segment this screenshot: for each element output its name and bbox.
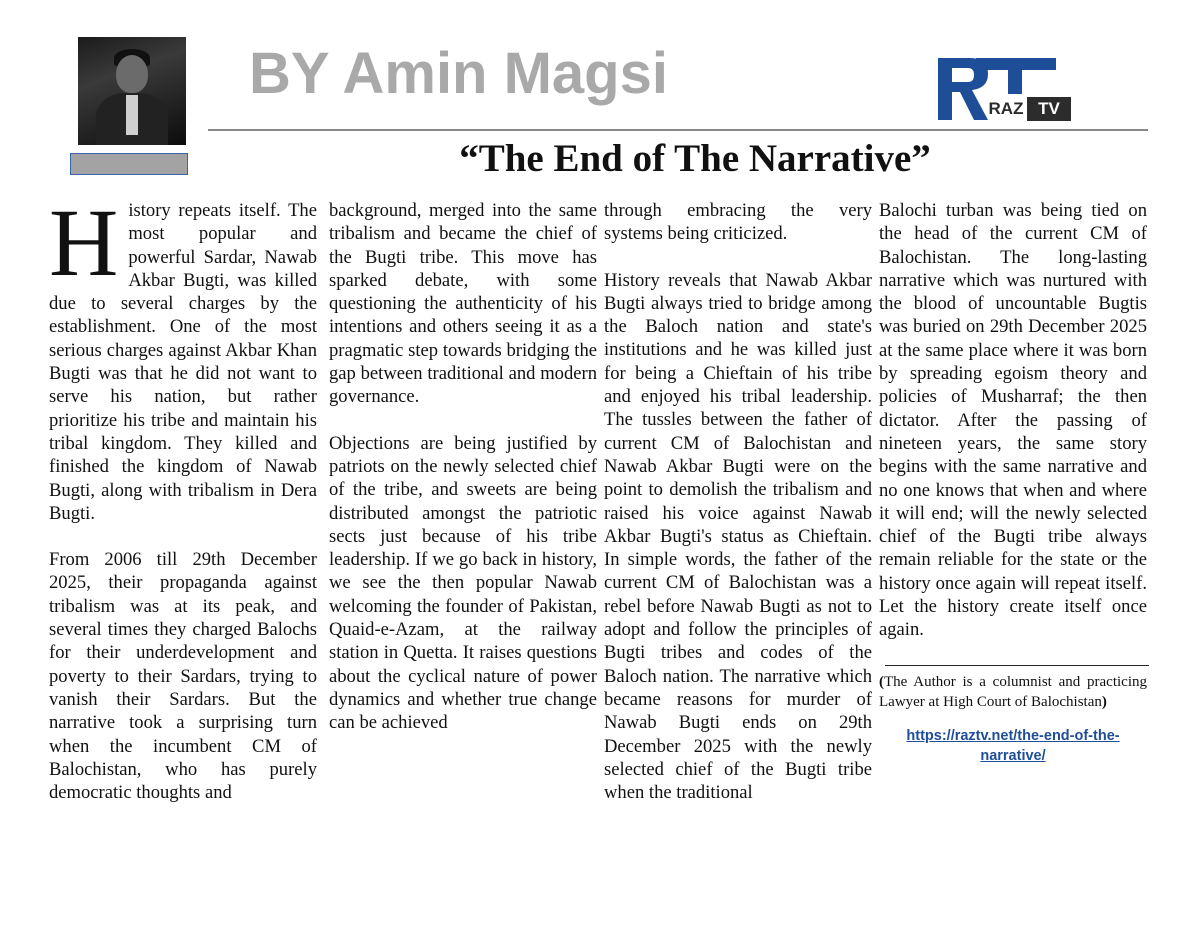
article-column-4	[879, 199, 1147, 766]
article-headline: “The End of The Narrative”	[459, 137, 931, 180]
author-note-open: (	[879, 673, 884, 690]
author-note-text: The Author is a columnist and practicing Lawyer at High Court of Balochistan	[879, 673, 1147, 710]
paragraph-5: through embracing the very systems being criticized.	[604, 200, 872, 245]
author-name-plate	[70, 153, 188, 175]
byline: BY Amin Magsi	[249, 41, 668, 106]
paragraph-2: From 2006 till 29th December 2025, their propaganda against tribalism was at its peak, and several times they charged Balochs for their underdevelopment and poverty to their Sardars, trying to vanish their Sardars. But the narrative took a surprising turn when the incumbent CM of Balochistan, who has purely democratic thoughts and	[49, 549, 317, 804]
author-note-close: )	[1101, 693, 1107, 710]
header-rule	[208, 129, 1148, 131]
author-note	[879, 672, 1147, 712]
author-photo-head	[116, 55, 148, 93]
paragraph-7: Balochi turban was being tied on the head of the current CM of Balochistan. The long-lasting narrative which was nurtured with the blood of uncountable Bugtis was buried on 29th December 2025 at the same place where it was born by spreading egoism theory and policies of Musharraf; the then dictator. After the passing of nineteen years, the same story begins with the same narrative and no one knows that when and where it will end; will the newly selected chief of the Bugti tribe always remain reliable for the state or the history once again will repeat itself. Let the history create itself once again.	[879, 200, 1147, 641]
paragraph-1-text: istory repeats itself. The most popular and powerful Sardar, Nawab Akbar Bugti, was killed due to several charges by the establishment. One of the most serious charges against Akbar Khan Bugti was that he did not want to serve his nation, but rather prioritize his tribe and maintain his tribal kingdom. They killed and finished the kingdom of Nawab Bugti, along with tribalism in Dera Bugti.	[49, 200, 317, 524]
paragraph-6: History reveals that Nawab Akbar Bugti always tried to bridge among the Baloch nation and state's institutions and he was killed just for being a Chieftain of his tribe and enjoyed his tribal leadership. The tussles between the father of current CM of Balochistan and Nawab Akbar Bugti were on the point to demolish the tribalism and raised his voice against Nawab Akbar Bugti's status as Chieftain. In simple words, the father of the current CM of Balochistan was a rebel before Nawab Bugti as not to adopt and follow the principles of Bugti tribes and codes of the Baloch nation. The narrative which became reasons for murder of Nawab Bugti ends on 29th December 2025 with the newly selected chief of the Bugti tribe when the traditional	[604, 269, 872, 804]
article-column-1	[49, 189, 317, 804]
logo-tv-label: TV	[1027, 97, 1071, 121]
paragraph-1	[49, 189, 317, 525]
article-column-2	[329, 199, 597, 735]
author-photo	[78, 37, 186, 145]
drop-cap: H	[49, 189, 119, 296]
paragraph-3: background, merged into the same tribalism and became the chief of the Bugti tribe. This move has sparked debate, with some questioning the authenticity of his intentions and others seeing it as a pragmatic step towards bridging the gap between traditional and modern governance.	[329, 200, 597, 408]
article-column-3	[604, 199, 872, 804]
author-photo-shirt	[126, 95, 138, 135]
logo-raz-label: RAZ	[988, 99, 1024, 118]
footnote-divider	[885, 665, 1149, 666]
logo-t-shape	[976, 58, 1056, 94]
article-link[interactable]: https://raztv.net/the-end-of-the-narrative/	[906, 727, 1120, 764]
paragraph-4: Objections are being justified by patriots on the newly selected chief of the tribe, and sweets are being distributed amongst the patriotic sects just because of his tribe leadership. If we go back in history, we see the then popular Nawab welcoming the founder of Pakistan, Quaid-e-Azam, at the railway station in Quetta. It raises questions about the cyclical nature of power dynamics and whether true change can be achieved	[329, 432, 597, 734]
